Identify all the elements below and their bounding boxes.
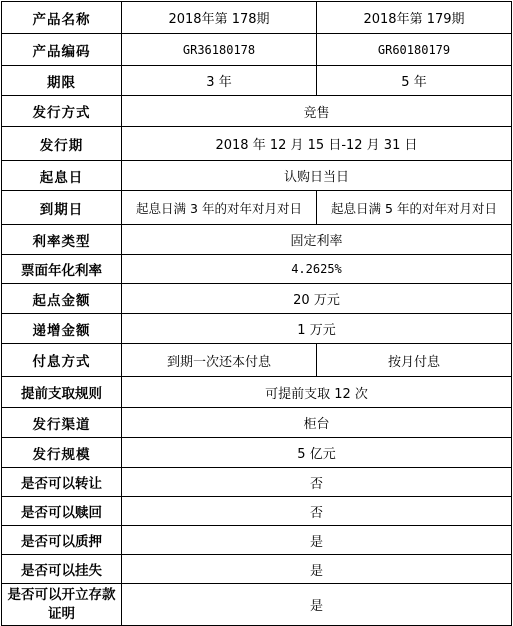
channel-value: 柜台 [122,408,512,438]
label-increment: 递增金额 [2,314,122,344]
product-a-name: 2018年第 178期 [122,2,317,34]
table-row-issue-size [2,438,512,468]
rate-type-value: 固定利率 [122,225,512,255]
label-rate-type: 利率类型 [2,225,122,255]
label-loss-report: 是否可以挂失 [2,555,122,584]
product-a-interest-payment: 到期一次还本付息 [122,344,317,377]
label-pledgeable: 是否可以质押 [2,526,122,555]
label-product-name: 产品名称 [2,2,122,34]
table-row-pledgeable [2,526,512,555]
table-row-value-date [2,161,512,191]
product-terms-table [1,1,512,626]
table-row-interest-payment [2,344,512,377]
label-product-code: 产品编码 [2,34,122,66]
label-min-amount: 起点金额 [2,284,122,314]
deposit-certificate-value: 是 [122,584,512,626]
product-b-term: 5 年 [317,66,512,96]
min-amount-value: 20 万元 [122,284,512,314]
early-withdrawal-value: 可提前支取 12 次 [122,377,512,408]
product-a-term: 3 年 [122,66,317,96]
table-row-early-withdrawal [2,377,512,408]
table-row-maturity-date [2,191,512,225]
increment-value: 1 万元 [122,314,512,344]
product-b-code: GR60180179 [317,34,512,66]
label-deposit-certificate: 是否可以开立存款证明 [2,584,122,626]
label-issue-period: 发行期 [2,127,122,161]
product-a-maturity: 起息日满 3 年的对年对月对日 [122,191,317,225]
table-row-loss-report [2,555,512,584]
table-row-transferable [2,468,512,497]
label-maturity-date: 到期日 [2,191,122,225]
table-row-issue-method [2,96,512,127]
issue-size-value: 5 亿元 [122,438,512,468]
table-row-deposit-certificate [2,584,512,626]
label-redeemable: 是否可以赎回 [2,497,122,526]
issue-method-value: 竞售 [122,96,512,127]
product-b-interest-payment: 按月付息 [317,344,512,377]
label-transferable: 是否可以转让 [2,468,122,497]
label-annual-rate: 票面年化利率 [2,255,122,284]
label-term: 期限 [2,66,122,96]
table-row-annual-rate [2,255,512,284]
label-interest-payment: 付息方式 [2,344,122,377]
redeemable-value: 否 [122,497,512,526]
value-date-value: 认购日当日 [122,161,512,191]
table-row-rate-type [2,225,512,255]
label-early-withdrawal: 提前支取规则 [2,377,122,408]
loss-report-value: 是 [122,555,512,584]
table-row-redeemable [2,497,512,526]
issue-period-value: 2018 年 12 月 15 日-12 月 31 日 [122,127,512,161]
transferable-value: 否 [122,468,512,497]
annual-rate-value: 4.2625% [122,255,512,284]
table-row-increment [2,314,512,344]
table-row-channel [2,408,512,438]
label-issue-size: 发行规模 [2,438,122,468]
label-issue-method: 发行方式 [2,96,122,127]
table-row-term [2,66,512,96]
label-channel: 发行渠道 [2,408,122,438]
table-row-min-amount [2,284,512,314]
product-b-name: 2018年第 179期 [317,2,512,34]
pledgeable-value: 是 [122,526,512,555]
table-row-product-code [2,34,512,66]
label-value-date: 起息日 [2,161,122,191]
table-row-product-name [2,2,512,34]
table-row-issue-period [2,127,512,161]
product-b-maturity: 起息日满 5 年的对年对月对日 [317,191,512,225]
product-a-code: GR36180178 [122,34,317,66]
